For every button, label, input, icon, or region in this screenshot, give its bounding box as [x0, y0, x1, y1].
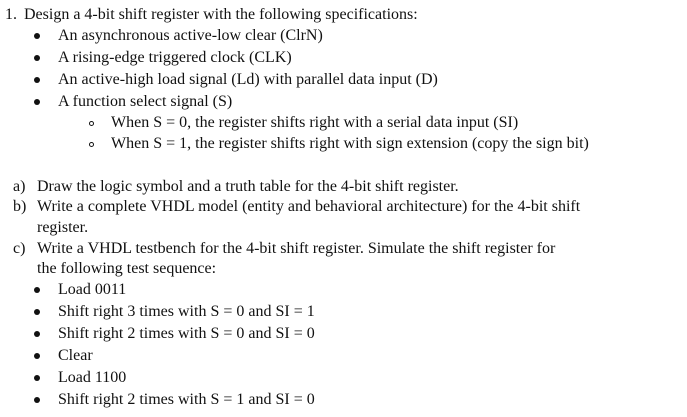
question-intro: Design a 4-bit shift register with the following specifications: — [24, 6, 418, 23]
test-step-shift-2-s1: Shift right 2 times with S = 1 and SI = 0 — [58, 391, 315, 408]
spec-load: An active-high load signal (Ld) with parallel data input (D) — [58, 71, 438, 88]
bullet-marker — [34, 331, 40, 337]
bullet-marker — [34, 375, 40, 381]
bullet-marker — [34, 99, 40, 105]
part-a-text: Draw the logic symbol and a truth table for the 4-bit shift register. — [37, 178, 459, 195]
bullet-marker — [34, 77, 40, 83]
part-b-text-line1: Write a complete VHDL model (entity and behavioral architecture) for the 4-bit shift — [37, 198, 581, 215]
test-step-clear: Clear — [58, 347, 93, 364]
question-number: 1. — [5, 6, 17, 23]
test-step-shift-3: Shift right 3 times with S = 0 and SI = 1 — [58, 303, 315, 320]
test-step-load-1100: Load 1100 — [58, 369, 127, 386]
bullet-marker — [34, 353, 40, 359]
bullet-marker — [34, 55, 40, 61]
test-step-load-0011: Load 0011 — [58, 281, 127, 298]
sub-spec-s0: When S = 0, the register shifts right with a serial data input (SI) — [111, 114, 519, 131]
bullet-marker — [34, 287, 40, 293]
part-c-text-line2: the following test sequence: — [37, 260, 217, 277]
part-b-label: b) — [13, 198, 27, 215]
circle-bullet-marker — [89, 121, 94, 126]
test-step-shift-2-s0: Shift right 2 times with S = 0 and SI = 0 — [58, 325, 315, 342]
part-a-label: a) — [13, 178, 26, 195]
spec-clock: A rising-edge triggered clock (CLK) — [58, 49, 292, 66]
part-b-text-line2: register. — [37, 219, 89, 236]
part-c-label: c) — [13, 240, 26, 257]
spec-clear: An asynchronous active-low clear (ClrN) — [58, 27, 323, 44]
bullet-marker — [34, 309, 40, 315]
circle-bullet-marker — [89, 142, 94, 147]
bullet-marker — [34, 33, 40, 39]
spec-select: A function select signal (S) — [58, 93, 233, 110]
sub-spec-s1: When S = 1, the register shifts right with sign extension (copy the sign bit) — [111, 135, 589, 152]
bullet-marker — [34, 397, 40, 403]
part-c-text-line1: Write a VHDL testbench for the 4-bit shift register. Simulate the shift register for — [37, 240, 556, 257]
